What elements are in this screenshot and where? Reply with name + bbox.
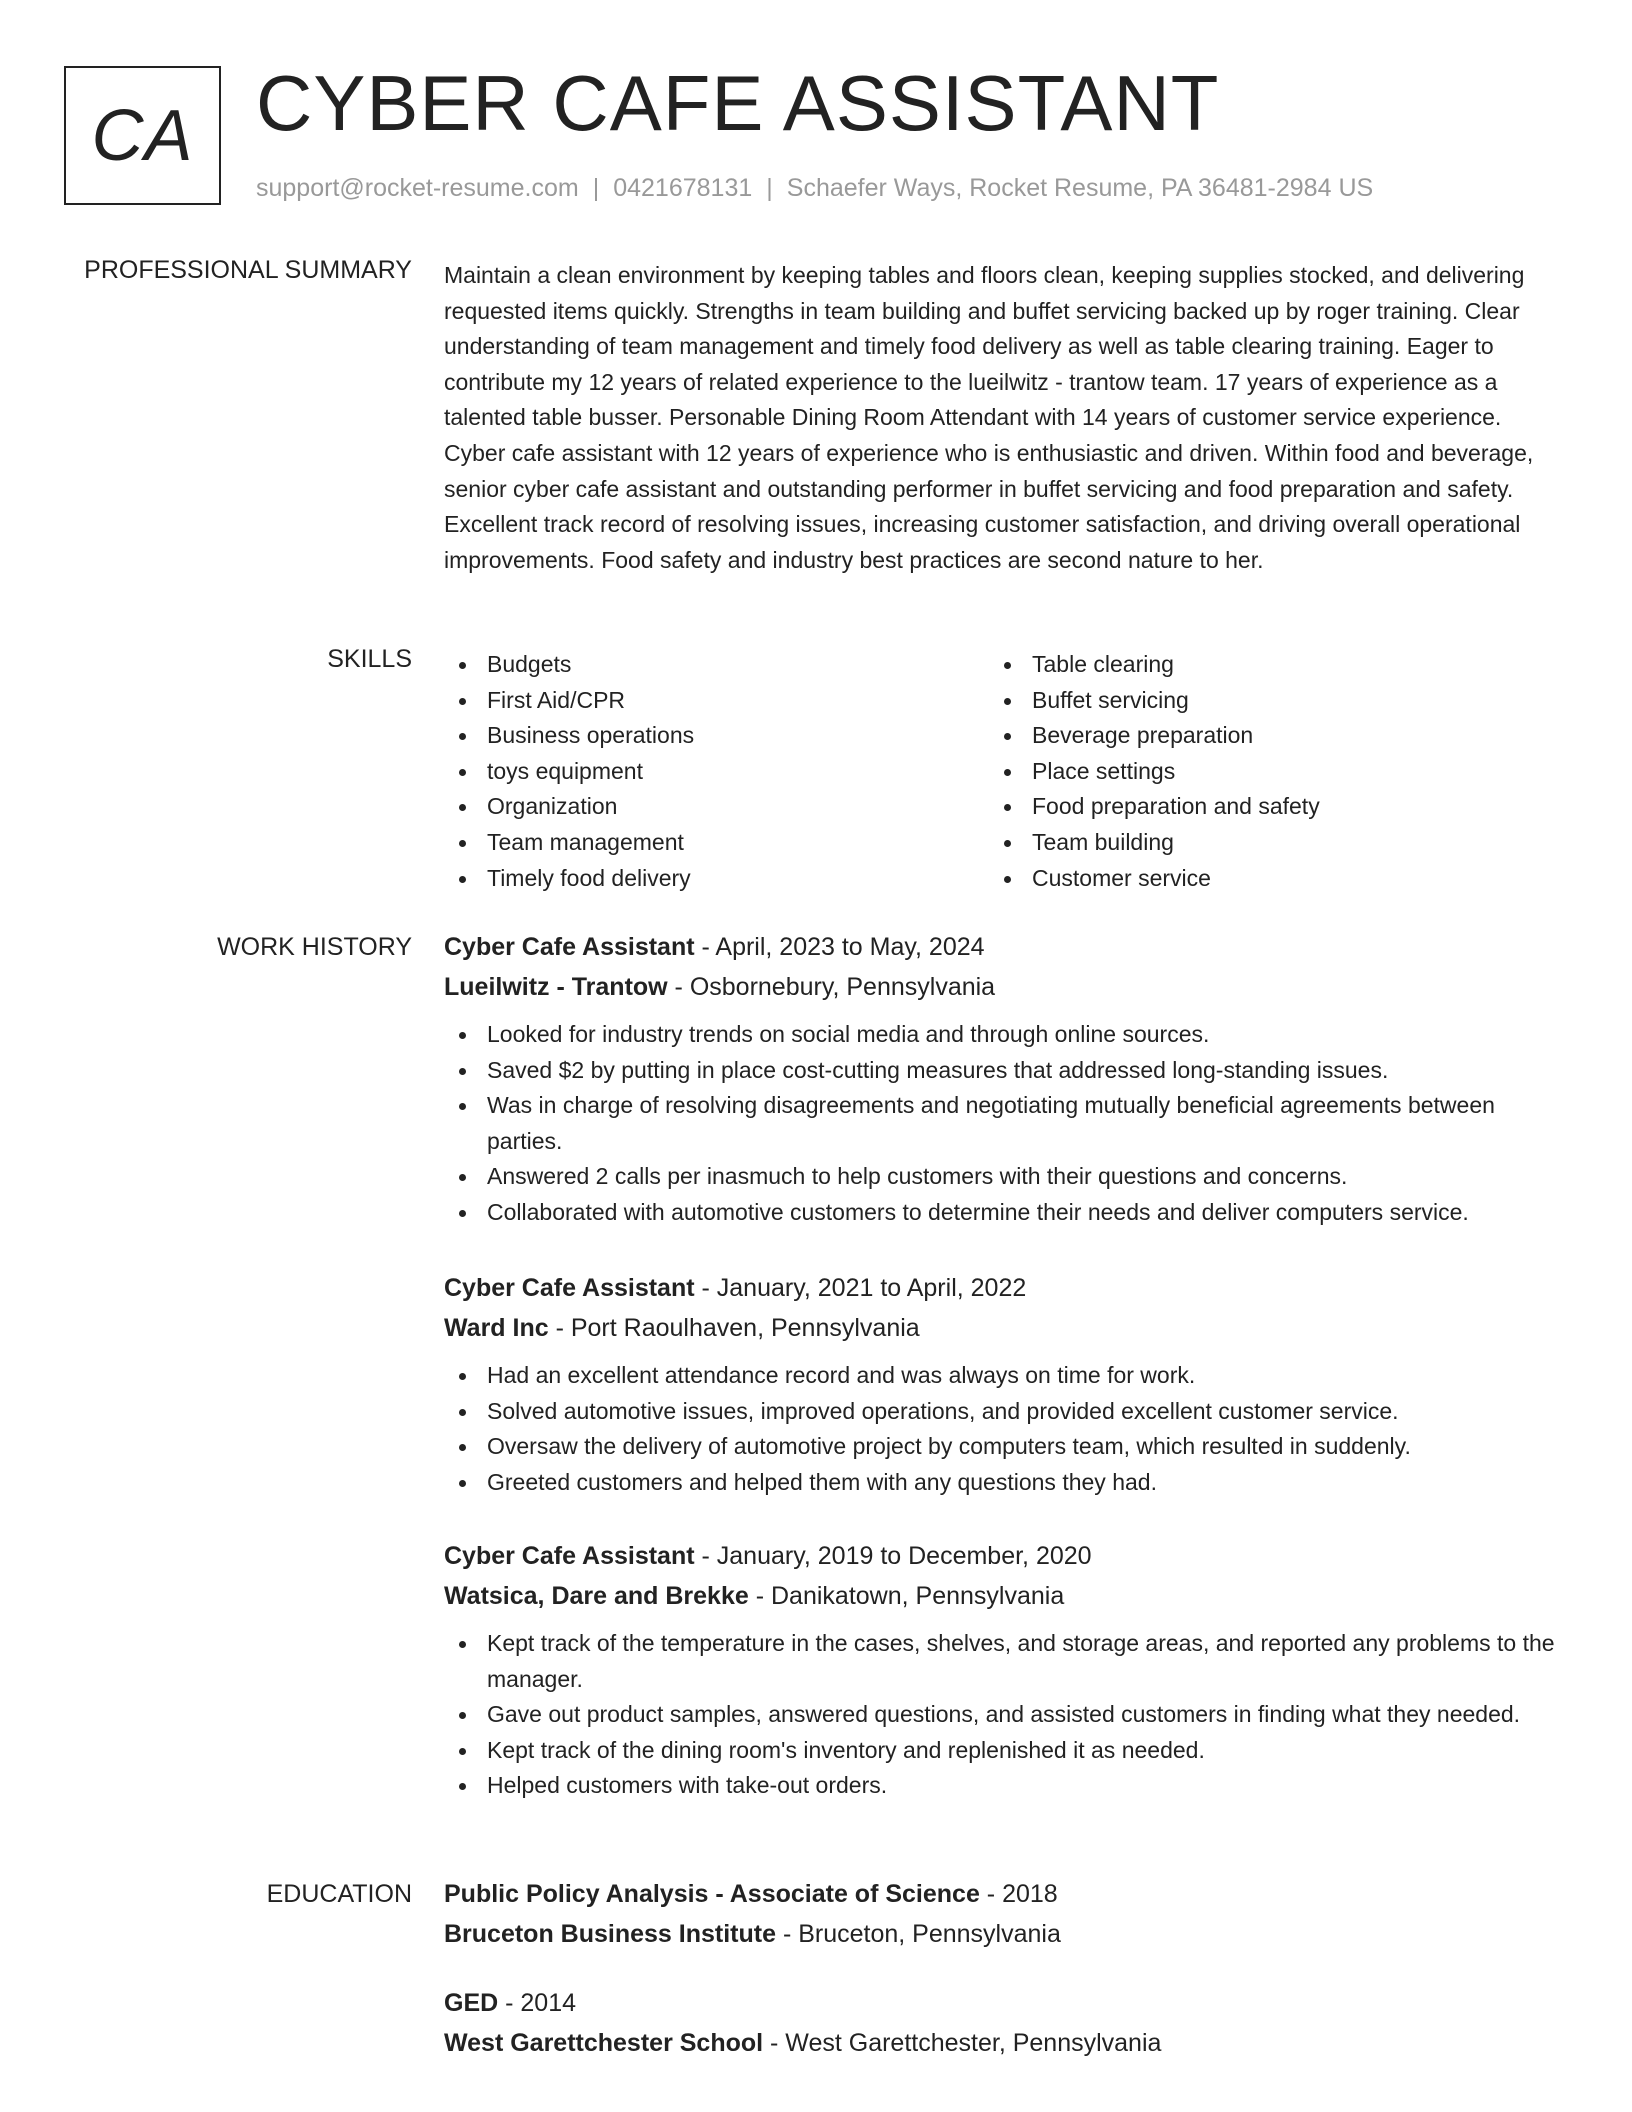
job-bullet: Helped customers with take-out orders. (444, 1768, 1556, 1804)
contact-separator: | (592, 174, 600, 202)
skills-list (444, 647, 1556, 896)
section-label-work-history: WORK HISTORY (217, 933, 412, 961)
job-bullet: Gave out product samples, answered questions, and assisted customers in finding what they needed. (444, 1697, 1556, 1733)
skill-item: Place settings (989, 754, 1534, 790)
skill-item: Table clearing (989, 647, 1534, 683)
skill-item: Organization (444, 789, 989, 825)
job-bullet: Saved $2 by putting in place cost-cutting measures that addressed long-standing issues. (444, 1053, 1556, 1089)
contact-phone: 0421678131 (613, 174, 753, 202)
skill-item: Buffet servicing (989, 683, 1534, 719)
job-bullet: Answered 2 calls per inasmuch to help customers with their questions and concerns. (444, 1159, 1556, 1195)
section-label-education: EDUCATION (266, 1880, 412, 1908)
job-entry (444, 927, 1556, 1231)
skills-column-right (989, 647, 1534, 896)
job-bullets (444, 1017, 1556, 1231)
skill-item: Business operations (444, 718, 989, 754)
job-bullet: Collaborated with automotive customers to determine their needs and deliver computers service. (444, 1195, 1556, 1231)
job-dates: - April, 2023 to May, 2024 (694, 933, 985, 961)
education-school: Bruceton Business Institute (444, 1920, 776, 1948)
skill-item: Customer service (989, 861, 1534, 897)
candidate-title: CYBER CAFE ASSISTANT (256, 59, 1220, 147)
job-bullet: Greeted customers and helped them with any questions they had. (444, 1465, 1556, 1501)
skill-item: Timely food delivery (444, 861, 989, 897)
job-title-line (444, 1536, 1556, 1576)
job-bullet: Kept track of the temperature in the cases, shelves, and storage areas, and reported any problems to the manager. (444, 1626, 1556, 1697)
education-location: - Bruceton, Pennsylvania (776, 1920, 1061, 1948)
contact-address: Schaefer Ways, Rocket Resume, PA 36481-2984 US (786, 174, 1374, 202)
education-year: - 2014 (498, 1989, 577, 2017)
job-bullets (444, 1358, 1556, 1500)
job-company-line (444, 967, 1556, 1007)
education-degree: Public Policy Analysis - Associate of Science (444, 1880, 980, 1908)
job-title: Cyber Cafe Assistant (444, 1542, 695, 1570)
skill-item: Team management (444, 825, 989, 861)
job-dates: - January, 2019 to December, 2020 (694, 1542, 1092, 1570)
contact-line (256, 174, 1373, 203)
professional-summary: Maintain a clean environment by keeping tables and floors clean, keeping supplies stocked, and delivering requested items quickly. Strengths in team building and buffet servicing backed up by roger training. Clear understanding of team management and timely food delivery as well as table clearing training. Eager to contribute my 12 years of related experience to the lueilwitz - trantow team. 17 years of experience as a talented table busser. Personable Dining Room Attendant with 14 years of customer service experience. Cyber cafe assistant with 12 years of experience who is enthusiastic and driven. Within food and beverage, senior cyber cafe assistant and outstanding performer in buffet servicing and food preparation and safety. Excellent track record of resolving issues, increasing customer satisfaction, and driving overall operational improvements. Food safety and industry best practices are second nature to her. (444, 262, 1534, 573)
job-location: - Osbornebury, Pennsylvania (667, 973, 996, 1001)
job-company-line (444, 1308, 1556, 1348)
education-degree: GED (444, 1989, 499, 2017)
job-title-line (444, 927, 1556, 967)
job-entry (444, 1536, 1556, 1804)
skill-item: toys equipment (444, 754, 989, 790)
education-entry (444, 1874, 1556, 1954)
job-bullet: Looked for industry trends on social media and through online sources. (444, 1017, 1556, 1053)
education-degree-line (444, 1983, 1556, 2023)
education-school: West Garettchester School (444, 2029, 764, 2057)
job-bullet: Solved automotive issues, improved operations, and provided excellent customer service. (444, 1394, 1556, 1430)
job-bullets (444, 1626, 1556, 1804)
job-location: - Danikatown, Pennsylvania (748, 1582, 1065, 1610)
job-bullet: Had an excellent attendance record and was always on time for work. (444, 1358, 1556, 1394)
job-location: - Port Raoulhaven, Pennsylvania (548, 1314, 920, 1342)
job-bullet: Kept track of the dining room's inventory and replenished it as needed. (444, 1733, 1556, 1769)
contact-separator: | (766, 174, 773, 202)
contact-email: support@rocket-resume.com (256, 174, 579, 202)
job-title-line (444, 1268, 1556, 1308)
job-dates: - January, 2021 to April, 2022 (694, 1274, 1027, 1302)
skill-item: Beverage preparation (989, 718, 1534, 754)
education-school-line (444, 1914, 1556, 1954)
section-label-skills: SKILLS (327, 645, 412, 673)
monogram-logo: CA (64, 66, 221, 205)
education-degree-line (444, 1874, 1556, 1914)
job-bullet: Was in charge of resolving disagreements and negotiating mutually beneficial agreements between parties. (444, 1088, 1556, 1159)
job-title: Cyber Cafe Assistant (444, 933, 695, 961)
skill-item: Team building (989, 825, 1534, 861)
job-company: Ward Inc (444, 1314, 549, 1342)
education-year: - 2018 (979, 1880, 1058, 1908)
section-label-summary: PROFESSIONAL SUMMARY (84, 256, 412, 284)
job-company: Watsica, Dare and Brekke (444, 1582, 749, 1610)
job-bullet: Oversaw the delivery of automotive project by computers team, which resulted in suddenly. (444, 1429, 1556, 1465)
education-school-line (444, 2023, 1556, 2063)
skill-item: First Aid/CPR (444, 683, 989, 719)
job-title: Cyber Cafe Assistant (444, 1274, 695, 1302)
education-entry (444, 1983, 1556, 2063)
job-company-line (444, 1576, 1556, 1616)
job-entry (444, 1268, 1556, 1500)
skill-item: Budgets (444, 647, 989, 683)
job-company: Lueilwitz - Trantow (444, 973, 668, 1001)
skill-item: Food preparation and safety (989, 789, 1534, 825)
education-location: - West Garettchester, Pennsylvania (763, 2029, 1162, 2057)
skills-column-left (444, 647, 989, 896)
